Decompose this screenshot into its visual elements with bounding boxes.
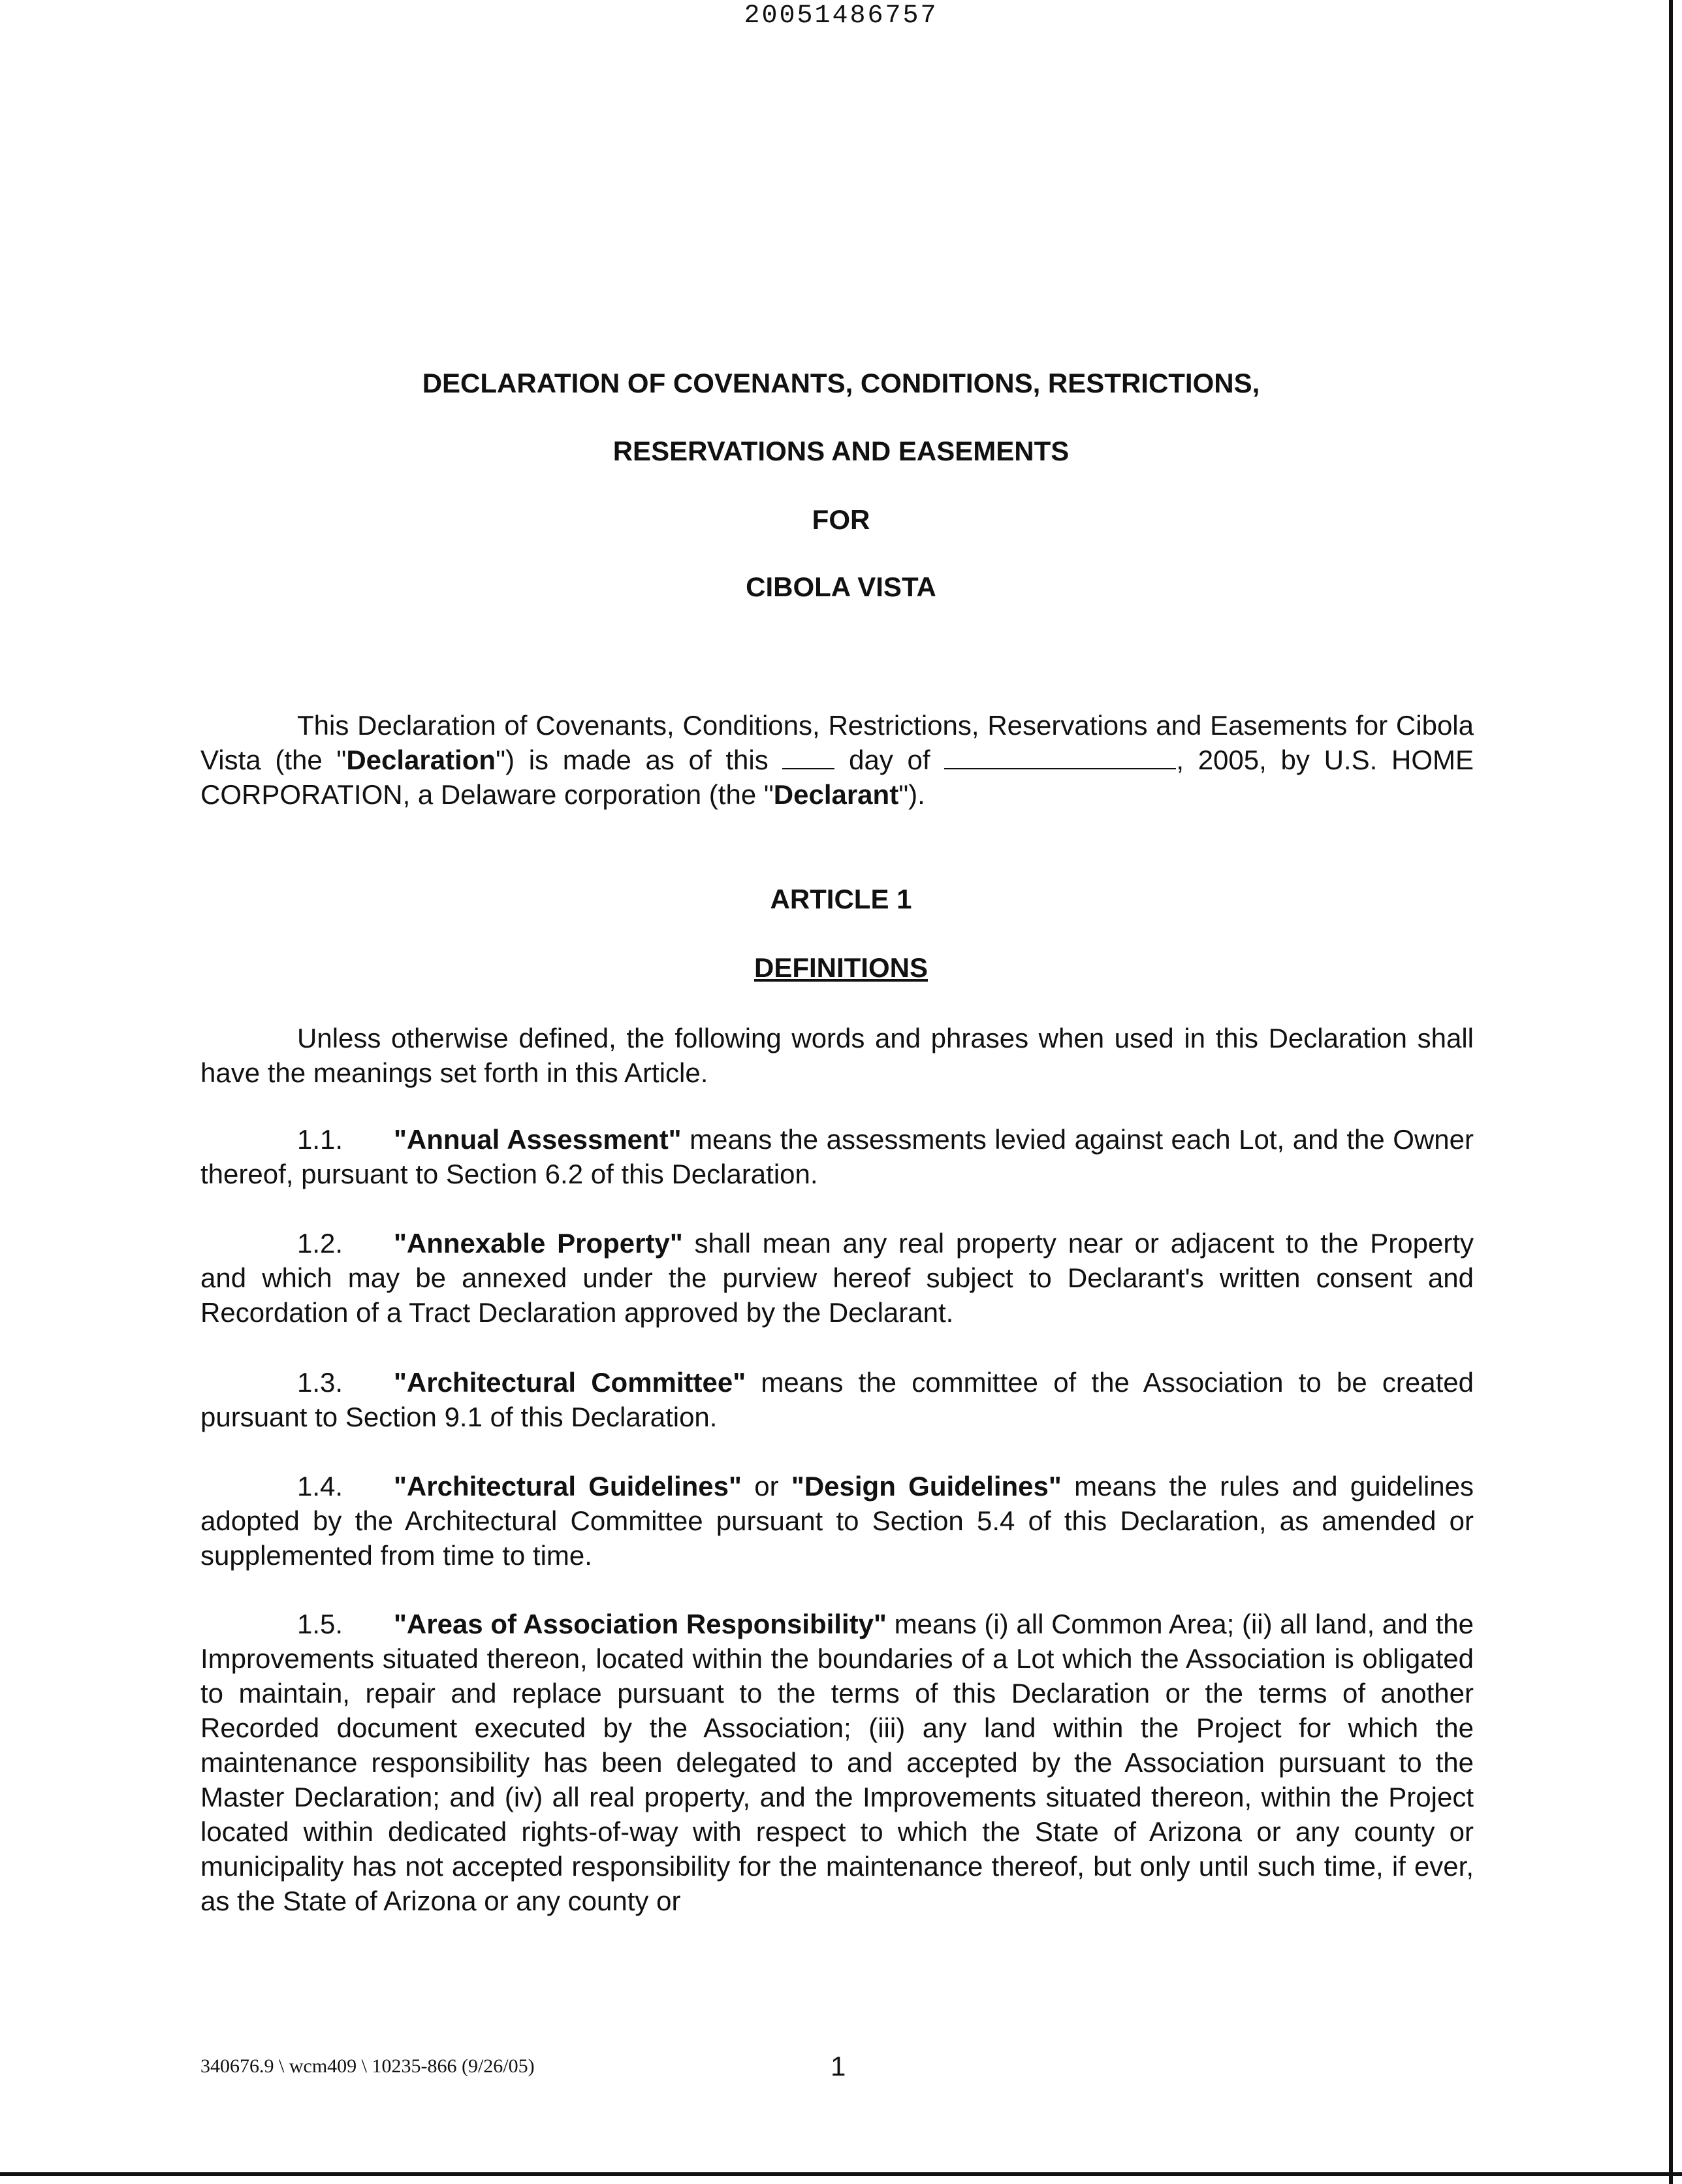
title-line-2: RESERVATIONS AND EASEMENTS [612,436,1070,466]
footer-reference: 340676.9 \ wcm409 \ 10235-866 (9/26/05) [200,2055,535,2077]
intro-paragraph: This Declaration of Covenants, Conditions, Restrictions, Reservations and Easements for Cibola Vista (the "Declaration") is made as of this day of , 2005, by U.S. HOME CORPORATION, a Delaware corporation (the "Declarant"). [200,710,1474,810]
month-blank [944,746,1176,769]
scan-border-bottom [0,2172,1682,2176]
definition-1-5: 1.5. "Areas of Association Responsibility" means (i) all Common Area; (ii) all land, and the Improvements situated thereon, located within the boundaries of a Lot which the Association is obligated to maintain, repair and replace pursuant to the terms of this Declaration or the terms of another Recorded document executed by the Association; (iii) any land within the Project for which the maintenance responsibility has been delegated to and accepted by the Association pursuant to the Master Declaration; and (iv) all real property, and the Improvements situated thereon, within the Project located within dedicated rights-of-way with respect to which the State of Arizona or any county or municipality has not accepted responsibility for the maintenance thereof, but only until such time, if ever, as the State of Arizona or any county or [200,1609,1474,1916]
title-line-1: DECLARATION OF COVENANTS, CONDITIONS, RESTRICTIONS, [422,368,1260,398]
definition-1-4: 1.4. "Architectural Guidelines" or "Design Guidelines" means the rules and guidelines adopted by the Architectural Committee pursuant to Section 5.4 of this Declaration, as amended or supplemented from time to time. [200,1471,1474,1571]
article-lead-paragraph: Unless otherwise defined, the following words and phrases when used in this Declaration shall have the meanings set forth in this Article. [200,1023,1474,1088]
scan-border-right [1669,0,1673,2184]
recording-number: 20051486757 [744,1,938,31]
definition-1-3: 1.3. "Architectural Committee" means the committee of the Association to be created pursuant to Section 9.1 of this Declaration. [200,1367,1474,1432]
page-number: 1 [831,2051,846,2081]
article-heading: ARTICLE 1 [770,884,912,914]
article-subheading: DEFINITIONS [754,952,928,983]
title-line-4: CIBOLA VISTA [746,571,936,602]
definition-1-1: 1.1. "Annual Assessment" means the assessments levied against each Lot, and the Owner thereof, pursuant to Section 6.2 of this Declaration. [200,1124,1474,1189]
day-blank [782,746,834,769]
definition-1-2: 1.2. "Annexable Property" shall mean any real property near or adjacent to the Property and which may be annexed under the purview hereof subject to Declarant's written consent and Recordation of a Tract Declaration approved by the Declarant. [200,1228,1474,1328]
title-line-3: FOR [812,504,870,535]
